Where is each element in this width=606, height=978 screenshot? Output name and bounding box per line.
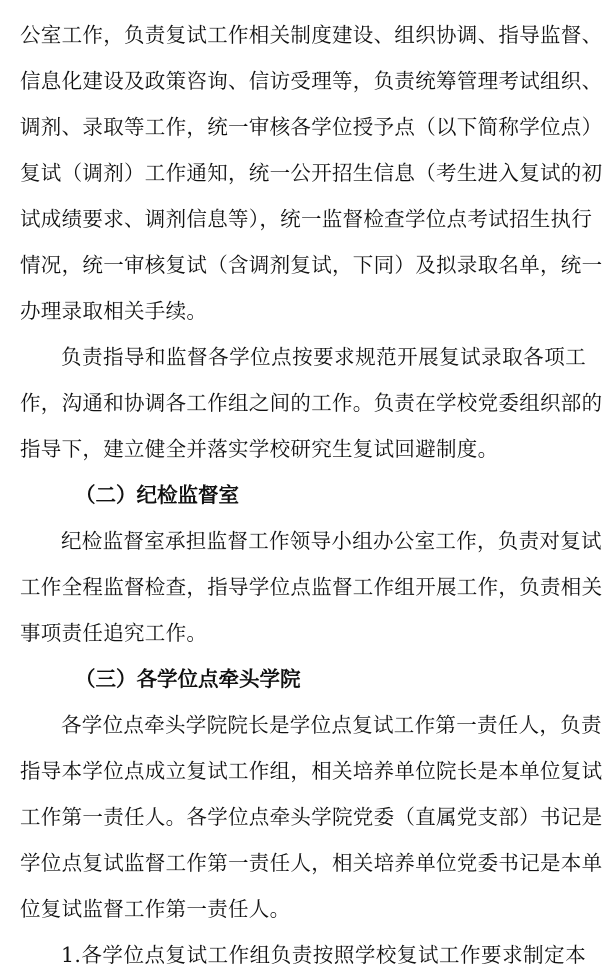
- text-line: 纪检监督室承担监督工作领导小组办公室工作，负责对复试: [61, 529, 602, 553]
- text-line: 试成绩要求、调剂信息等），统一监督检查学位点考试招生执行: [20, 207, 593, 231]
- paragraph-3: [20, 518, 603, 656]
- text-line: 工作第一责任人。各学位点牵头学院党委（直属党支部）书记是: [20, 805, 603, 829]
- text-line: 作，沟通和协调各工作组之间的工作。负责在学校党委组织部的: [20, 391, 603, 415]
- paragraph-2: [20, 334, 603, 472]
- text-line: 情况，统一审核复试（含调剂复试，下同）及拟录取名单，统一: [20, 253, 603, 277]
- text-line: 位复试监督工作第一责任人。: [20, 897, 291, 921]
- text-line: 公室工作，负责复试工作相关制度建设、组织协调、指导监督、: [20, 23, 603, 47]
- text-line: 复试（调剂）工作通知，统一公开招生信息（考生进入复试的初: [20, 161, 603, 185]
- text-line: 信息化建设及政策咨询、信访受理等，负责统筹管理考试组织、: [20, 69, 603, 93]
- text-line: 各学位点牵头学院院长是学位点复试工作第一责任人，负责: [61, 713, 602, 737]
- text-line: 1.各学位点复试工作组负责按照学校复试工作要求制定本: [61, 943, 586, 967]
- section-heading-3: （三）各学位点牵头学院: [75, 667, 301, 691]
- text-line: 事项责任追究工作。: [20, 621, 208, 645]
- text-line: 负责指导和监督各学位点按要求规范开展复试录取各项工: [61, 345, 586, 369]
- paragraph-5: [20, 932, 586, 978]
- paragraph-1: [20, 12, 603, 334]
- text-line: 学位点复试监督工作第一责任人，相关培养单位党委书记是本单: [20, 851, 603, 875]
- text-line: 调剂、录取等工作，统一审核各学位授予点（以下简称学位点）: [20, 115, 603, 139]
- text-line: 办理录取相关手续。: [20, 299, 208, 323]
- section-heading-2: （二）纪检监督室: [75, 483, 239, 507]
- paragraph-4: [20, 702, 603, 932]
- text-line: 指导下，建立健全并落实学校研究生复试回避制度。: [20, 437, 499, 461]
- text-line: 工作全程监督检查，指导学位点监督工作组开展工作，负责相关: [20, 575, 603, 599]
- text-line: 指导本学位点成立复试工作组，相关培养单位院长是本单位复试: [20, 759, 603, 783]
